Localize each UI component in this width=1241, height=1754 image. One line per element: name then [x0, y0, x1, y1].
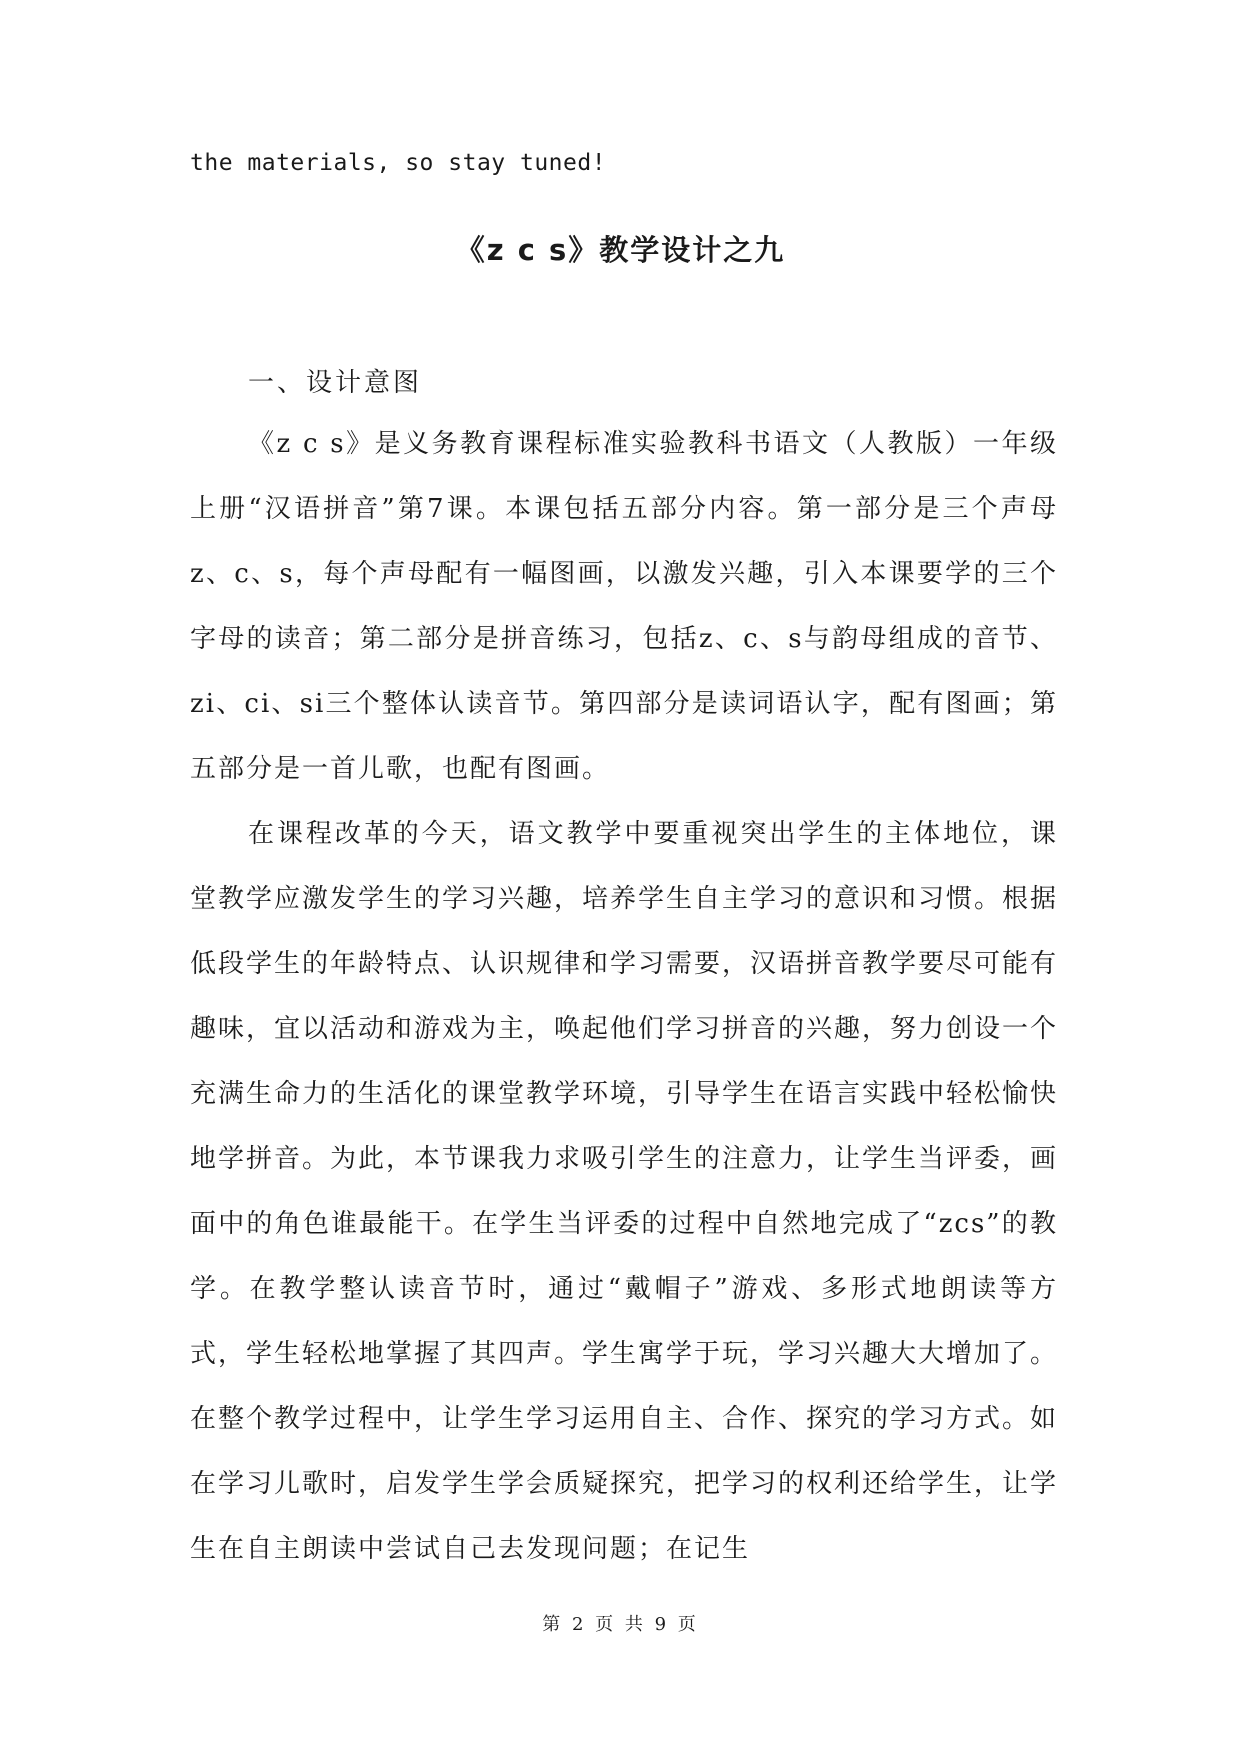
page-footer: 第 2 页 共 9 页 [542, 1614, 699, 1635]
paragraph: 《z c s》是义务教育课程标准实验教科书语文（人教版）一年级上册“汉语拼音”第7课。本课包括五部分内容。第一部分是三个声母z、c、s，每个声母配有一幅图画，以激发兴趣，引入本课要学的三个字母的读音；第二部分是拼音练习，包括z、c、s与韵母组成的音节、zi、ci、si三个整体认读音节。第四部分是读词语认字，配有图画；第五部分是一首儿歌，也配有图画。 [190, 429, 1058, 784]
body-text [190, 412, 1058, 1582]
carry-over-text: the materials, so stay tuned! [190, 150, 607, 176]
section-heading: 一、设计意图 [248, 368, 423, 398]
paragraph: 在课程改革的今天，语文教学中要重视突出学生的主体地位，课堂教学应激发学生的学习兴趣，培养学生自主学习的意识和习惯。根据低段学生的年龄特点、认识规律和学习需要，汉语拼音教学要尽可能有趣味，宜以活动和游戏为主，唤起他们学习拼音的兴趣，努力创设一个充满生命力的生活化的课堂教学环境，引导学生在语言实践中轻松愉快地学拼音。为此，本节课我力求吸引学生的注意力，让学生当评委，画面中的角色谁最能干。在学生当评委的过程中自然地完成了“zcs”的教学。在教学整认读音节时，通过“戴帽子”游戏、多形式地朗读等方式，学生轻松地掌握了其四声。学生寓学于玩，学习兴趣大大增加了。在整个教学过程中，让学生学习运用自主、合作、探究的学习方式。如在学习儿歌时，启发学生学会质疑探究，把学习的权利还给学生，让学生在自主朗读中尝试自己去发现问题；在记生 [190, 819, 1059, 1564]
page-title: 《z c s》教学设计之九 [455, 233, 786, 267]
